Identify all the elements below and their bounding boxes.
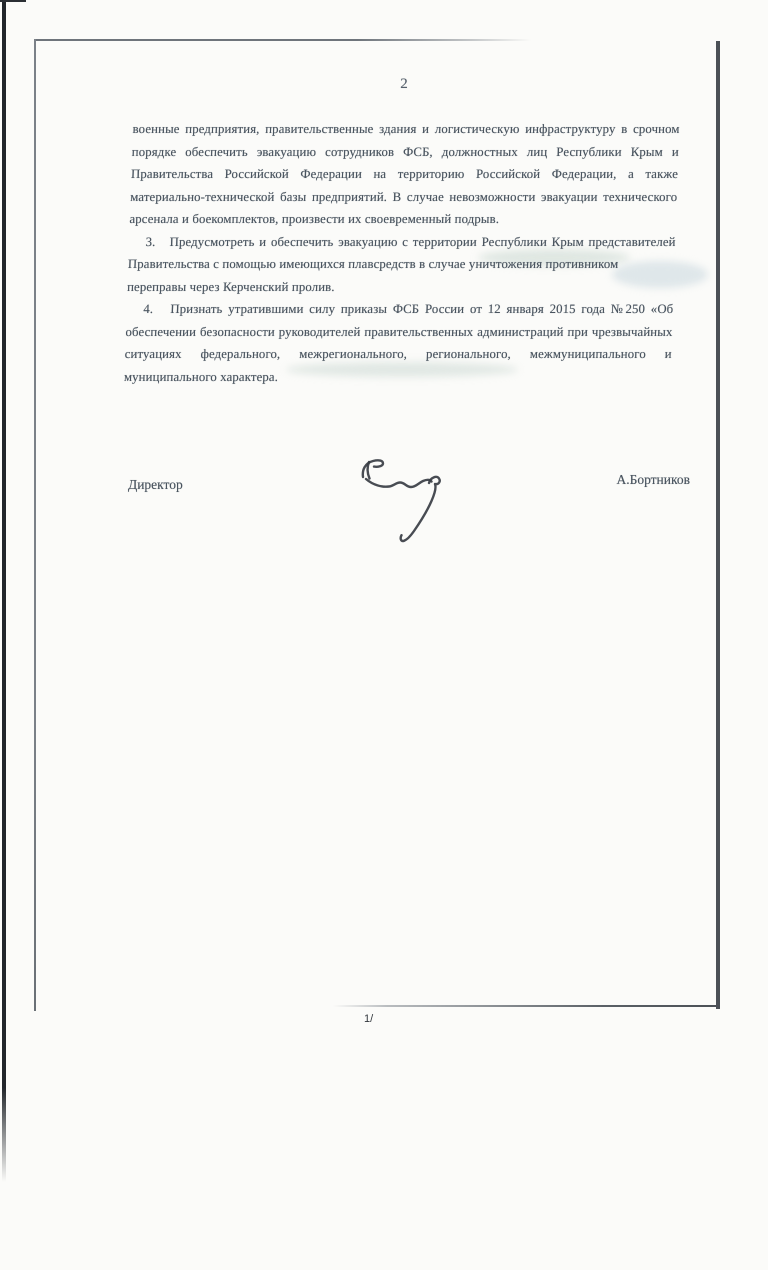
- text-line: Правительства с помощью имеющихся плавсредств в случае уничтожения противником: [127, 257, 619, 271]
- signature-scribble: [330, 440, 490, 570]
- text-line: материально-технической базы предприятий. В случае невозможности эвакуации технического: [130, 189, 678, 204]
- text-line: порядке обеспечить эвакуацию сотрудников ФСБ, должностных лиц Республики Крым и: [131, 144, 680, 159]
- page-frame-bottom: [333, 1005, 720, 1007]
- signature-name: А.Бортников: [616, 472, 690, 487]
- text-line: муниципального характера.: [123, 369, 279, 384]
- document-body: [124, 118, 680, 388]
- text-line: военные предприятия, правительственные здания и логистическую инфраструктуру в срочном: [132, 122, 680, 136]
- text-line: арсенала и боекомплектов, произвести их своевременный подрыв.: [129, 212, 500, 226]
- text-line: ситуациях федерального, межрегионального, регионального, межмуниципального и: [124, 347, 673, 361]
- text-line: 4. Признать утратившими силу приказы ФСБ России от 12 января 2015 года №250 «Об: [143, 302, 674, 316]
- text-line: 3. Предусмотреть и обеспечить эвакуацию с территории Республики Крым представителей: [145, 234, 676, 249]
- page-number: 2: [400, 76, 408, 92]
- page-frame-left: [34, 39, 36, 1011]
- paragraph: [127, 231, 676, 299]
- text-line: переправы через Керченский пролив.: [126, 279, 335, 294]
- footer-mark: 1/: [364, 1013, 374, 1025]
- signature-title: Директор: [128, 477, 183, 492]
- scan-edge-top: [0, 0, 26, 2]
- page-frame-right: [716, 41, 720, 1009]
- text-line: обеспечении безопасности руководителей правительственных администраций при чрезвычайных: [125, 324, 673, 339]
- paragraph: [129, 118, 680, 231]
- scan-edge-left: [2, 0, 6, 1182]
- text-line: Правительства Российской Федерации на территорию Российской Федерации, а также: [130, 167, 679, 181]
- paragraph: [124, 298, 674, 388]
- page-frame-top: [34, 39, 531, 41]
